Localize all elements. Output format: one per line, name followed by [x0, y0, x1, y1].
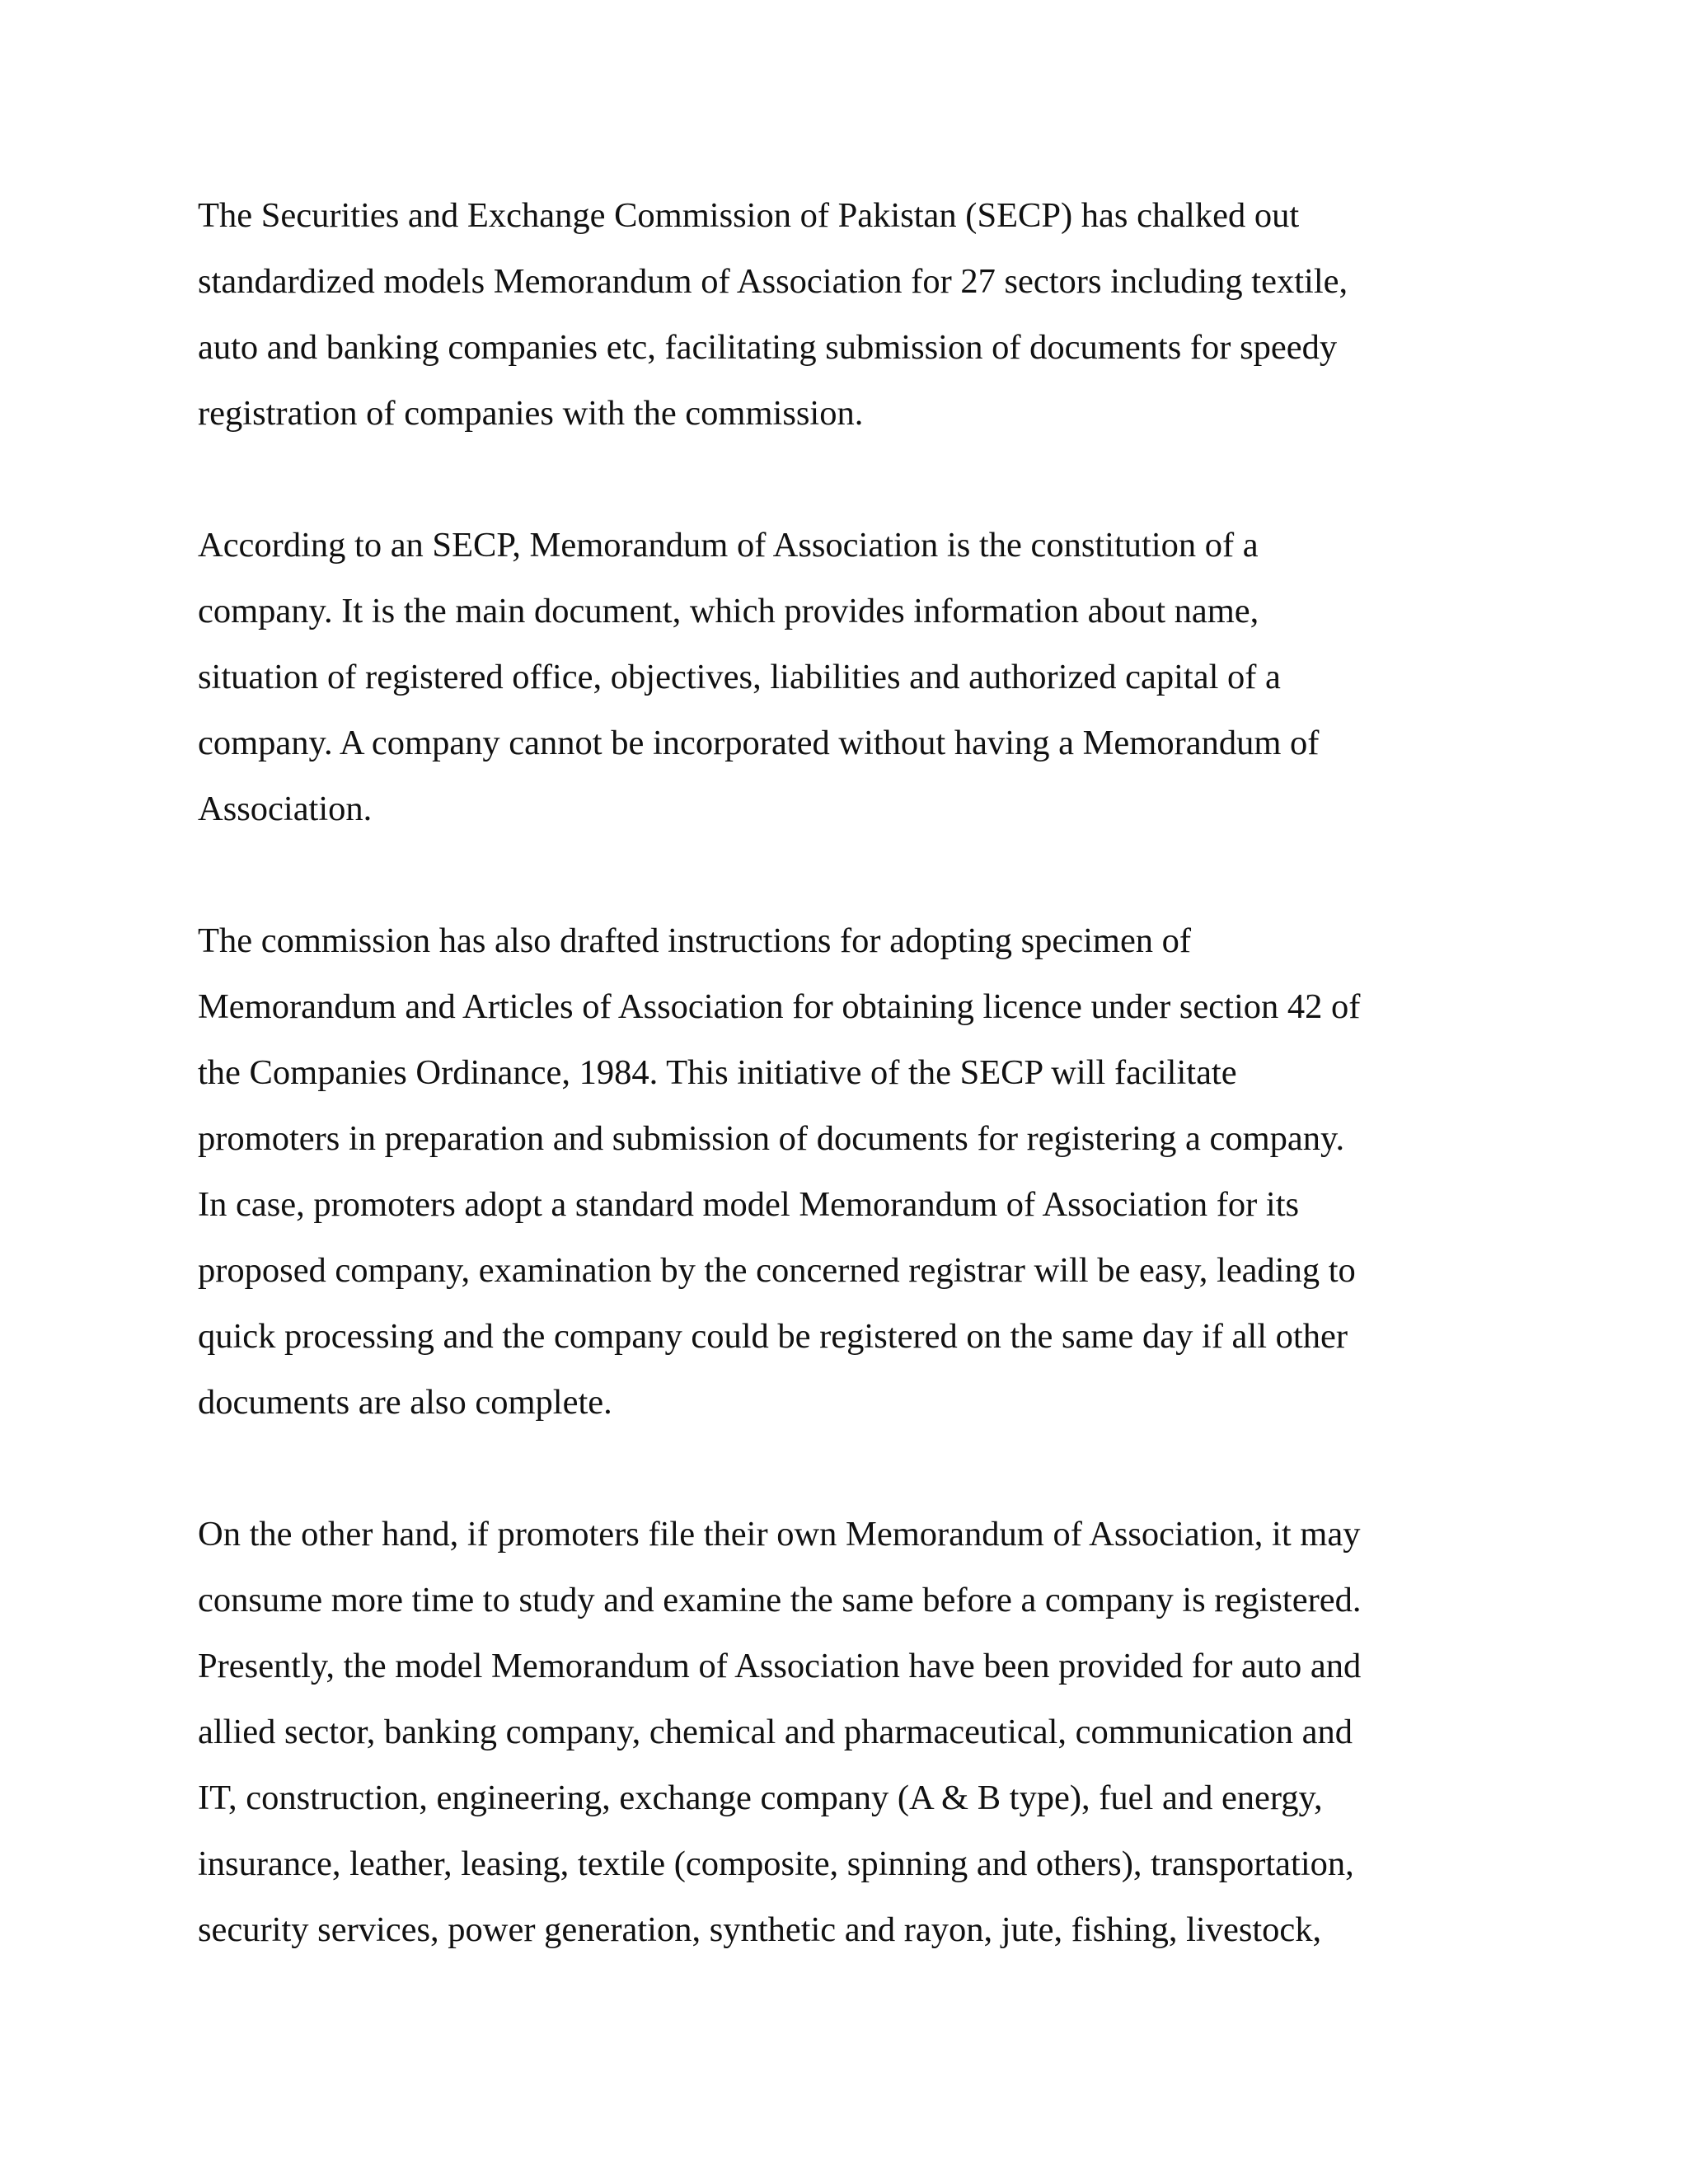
paragraph-line: insurance, leather, leasing, textile (composite, spinning and others), transportation,	[198, 1844, 1354, 1883]
paragraph-line: company. It is the main document, which provides information about name,	[198, 592, 1259, 630]
paragraph-line: security services, power generation, synthetic and rayon, jute, fishing, livestock,	[198, 1910, 1322, 1949]
paragraph-line: company. A company cannot be incorporated without having a Memorandum of	[198, 724, 1320, 762]
document-body	[198, 183, 1500, 2029]
paragraph-line: On the other hand, if promoters file their own Memorandum of Association, it may	[198, 1515, 1361, 1554]
paragraph-line: allied sector, banking company, chemical and pharmaceutical, communication and	[198, 1713, 1353, 1751]
paragraph-4	[198, 1502, 1500, 1963]
paragraph-line: In case, promoters adopt a standard model Memorandum of Association for its	[198, 1185, 1300, 1224]
paragraph-line: standardized models Memorandum of Association for 27 sectors including textile,	[198, 262, 1348, 301]
paragraph-line: The Securities and Exchange Commission of Pakistan (SECP) has chalked out	[198, 196, 1300, 235]
paragraph-line: quick processing and the company could be registered on the same day if all other	[198, 1317, 1348, 1356]
paragraph-line: auto and banking companies etc, facilitating submission of documents for speedy	[198, 328, 1338, 367]
paragraph-line: The commission has also drafted instructions for adopting specimen of	[198, 921, 1192, 960]
paragraph-line: consume more time to study and examine the same before a company is registered.	[198, 1581, 1362, 1619]
paragraph-line: registration of companies with the commission.	[198, 394, 864, 433]
paragraph-line: situation of registered office, objectives, liabilities and authorized capital of a	[198, 658, 1281, 696]
paragraph-line: IT, construction, engineering, exchange company (A & B type), fuel and energy,	[198, 1779, 1323, 1817]
paragraph-1	[198, 183, 1500, 447]
paragraph-line: According to an SECP, Memorandum of Association is the constitution of a	[198, 526, 1259, 565]
paragraph-2	[198, 513, 1500, 842]
paragraph-line: documents are also complete.	[198, 1383, 612, 1422]
paragraph-line: the Companies Ordinance, 1984. This initiative of the SECP will facilitate	[198, 1053, 1237, 1092]
paragraph-line: Association.	[198, 790, 373, 828]
paragraph-line: Presently, the model Memorandum of Association have been provided for auto and	[198, 1647, 1362, 1685]
paragraph-line: Memorandum and Articles of Association for obtaining licence under section 42 of	[198, 987, 1361, 1026]
paragraph-3	[198, 908, 1500, 1436]
paragraph-line: promoters in preparation and submission of documents for registering a company.	[198, 1119, 1345, 1158]
paragraph-line: proposed company, examination by the concerned registrar will be easy, leading to	[198, 1251, 1356, 1290]
